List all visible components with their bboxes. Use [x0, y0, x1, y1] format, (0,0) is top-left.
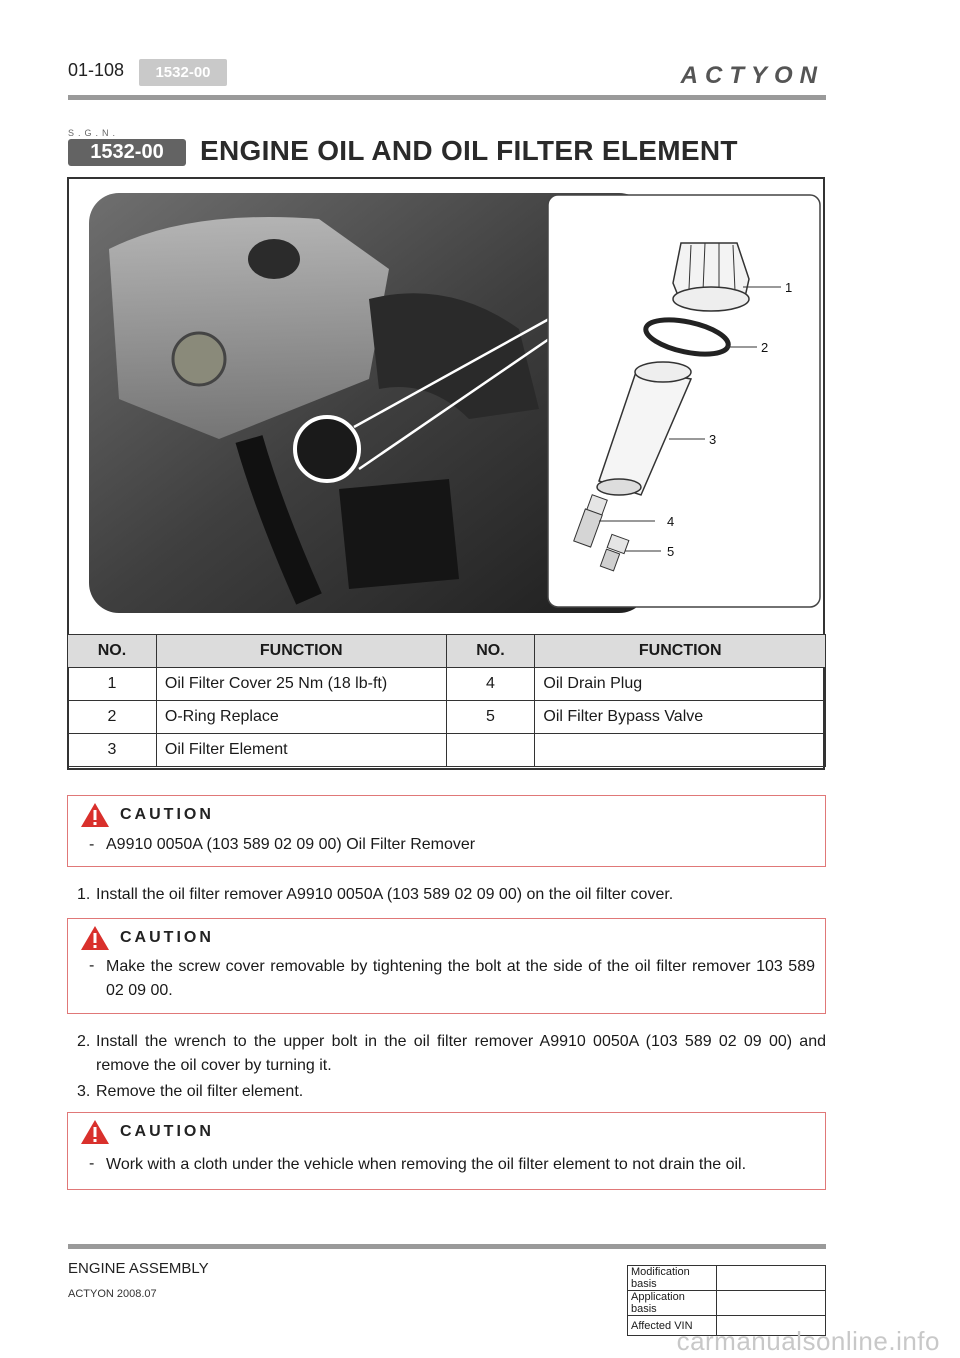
parts-table: [67, 634, 826, 767]
table-row: [68, 668, 826, 701]
table-row: [68, 701, 826, 734]
basis-label: Application basis: [628, 1291, 717, 1316]
callout-3: 3: [709, 432, 717, 447]
cell-function: O-Ring Replace: [156, 701, 446, 734]
caution-title: CAUTION: [120, 806, 214, 823]
caution-box: [67, 918, 826, 1014]
footer-subtitle: ACTYON 2008.07: [68, 1288, 157, 1300]
col-header-function: FUNCTION: [535, 635, 826, 668]
cell-no: 1: [68, 668, 157, 701]
callout-2: 2: [761, 340, 769, 355]
sgn-label: S.G.N.: [68, 128, 120, 138]
cell-no: [446, 734, 535, 767]
step-item: [77, 883, 826, 911]
cell-no: 4: [446, 668, 535, 701]
cell-function: Oil Drain Plug: [535, 668, 826, 701]
caution-box: [67, 1112, 826, 1190]
brand-logo: ACTYON: [680, 62, 824, 89]
caution-box: [67, 795, 826, 867]
bullet-dash: -: [89, 957, 95, 974]
pulley-shape: [173, 333, 225, 385]
section-code-badge: 1532-00: [68, 139, 186, 166]
cell-no: 5: [446, 701, 535, 734]
warning-triangle-icon: [80, 1119, 110, 1145]
col-header-no: NO.: [68, 635, 157, 668]
callout-1: 1: [785, 280, 793, 295]
table-row: [68, 734, 826, 767]
step-item: [77, 1030, 826, 1080]
table-header-row: [68, 635, 826, 668]
oil-filter-housing-highlight: [295, 417, 359, 481]
basis-value: [717, 1291, 826, 1316]
basis-label: Modification basis: [628, 1266, 717, 1291]
caution-text: Make the screw cover removable by tightening the bolt at the side of the oil filter remover 103 589 02 09 00.: [106, 958, 815, 999]
basis-label: Affected VIN: [628, 1316, 717, 1336]
step-text: Install the wrench to the upper bolt in the oil filter remover A9910 0050A (103 589 02 09 00) and remove the oil cover by turning it.: [96, 1033, 826, 1074]
caution-title: CAUTION: [120, 929, 214, 946]
callout-4: 4: [667, 514, 675, 529]
oil-filler-cap: [248, 239, 300, 279]
step-number: 2.: [77, 1033, 91, 1050]
warning-triangle-icon: [80, 802, 110, 828]
page-number: 01-108: [68, 60, 125, 80]
cell-function: Oil Filter Element: [156, 734, 446, 767]
table-row: [628, 1291, 826, 1316]
step-number: 3.: [77, 1083, 91, 1100]
step-text: Install the oil filter remover A9910 0050A (103 589 02 09 00) on the oil filter cover.: [96, 886, 674, 903]
cell-function: [535, 734, 826, 767]
part-oil-filter-cover: [673, 243, 749, 311]
footer-rule: [68, 1244, 826, 1249]
footer-title: ENGINE ASSEMBLY: [68, 1260, 209, 1277]
watermark: carmanualsonline.info: [676, 1326, 940, 1356]
warning-triangle-icon: [80, 925, 110, 951]
col-header-function: FUNCTION: [156, 635, 446, 668]
cell-function: Oil Filter Bypass Valve: [535, 701, 826, 734]
reservoir-shape: [339, 479, 459, 589]
bullet-dash: -: [89, 836, 95, 853]
col-header-no: NO.: [446, 635, 535, 668]
step-number: 1.: [77, 886, 91, 903]
engine-oil-filter-illustration: [69, 179, 823, 634]
bullet-dash: -: [89, 1155, 95, 1172]
section-title: ENGINE OIL AND OIL FILTER ELEMENT: [200, 135, 738, 166]
cell-no: 2: [68, 701, 157, 734]
callout-5: 5: [667, 544, 675, 559]
header-section-badge: 1532-00: [139, 59, 227, 86]
step-item: [77, 1080, 826, 1106]
caution-title: CAUTION: [120, 1123, 214, 1140]
cell-function: Oil Filter Cover 25 Nm (18 lb-ft): [156, 668, 446, 701]
header-rule: [68, 95, 826, 100]
step-text: Remove the oil filter element.: [96, 1083, 304, 1100]
basis-value: [717, 1266, 826, 1291]
cell-no: 3: [68, 734, 157, 767]
caution-text: Work with a cloth under the vehicle when removing the oil filter element to not drain the oil.: [106, 1156, 747, 1173]
caution-text: A9910 0050A (103 589 02 09 00) Oil Filter Remover: [106, 836, 476, 853]
table-row: [628, 1266, 826, 1291]
